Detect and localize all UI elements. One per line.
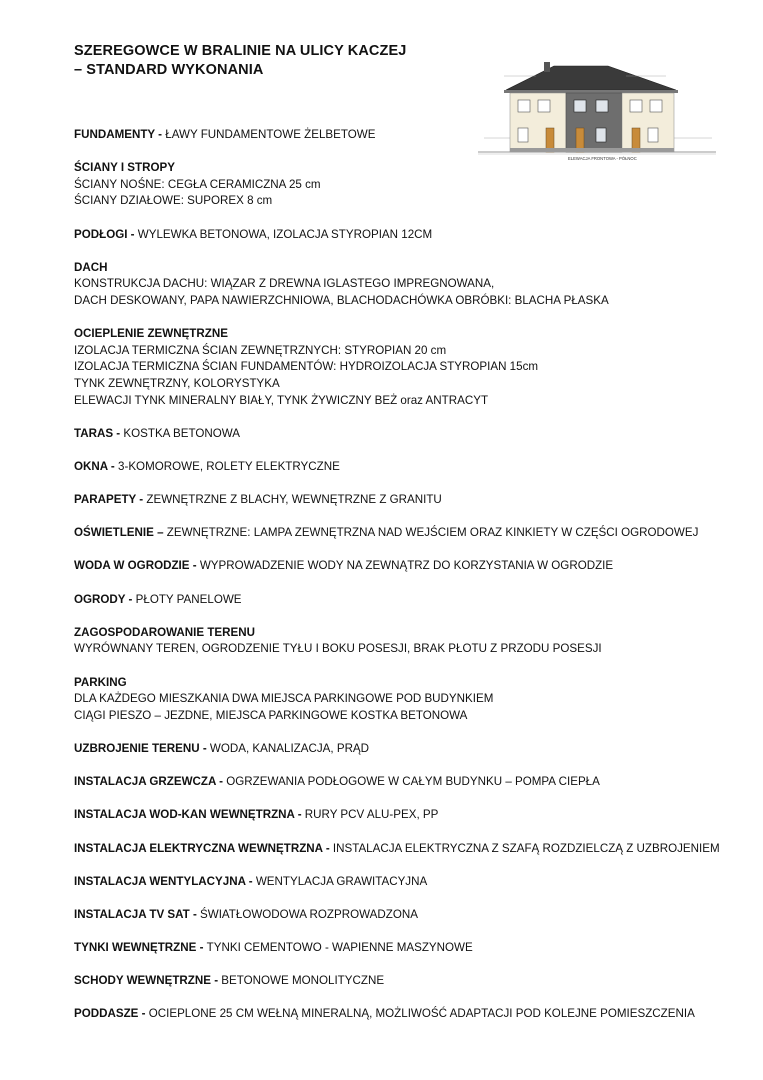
- spec-section: [74, 807, 734, 824]
- spec-line: [74, 492, 734, 509]
- section-heading: ZAGOSPODAROWANIE TERENU: [74, 625, 255, 639]
- spec-line: [74, 459, 734, 476]
- spec-label: INSTALACJA GRZEWCZA -: [74, 775, 227, 789]
- spec-value: RURY PCV ALU-PEX, PP: [304, 808, 439, 822]
- spec-line: [74, 841, 734, 858]
- spec-value: ŚWIATŁOWODOWA ROZPROWADZONA: [200, 907, 418, 921]
- section-line: CIĄGI PIESZO – JEZDNE, MIEJSCA PARKINGOWE KOSTKA BETONOWA: [74, 708, 468, 722]
- spec-line: [74, 940, 734, 957]
- spec-section: [74, 326, 734, 409]
- spec-section: [74, 1006, 734, 1023]
- spec-line: [74, 973, 734, 990]
- spec-label: OGRODY -: [74, 592, 136, 606]
- spec-value: BETONOWE MONOLITYCZNE: [221, 974, 385, 988]
- section-line: ŚCIANY NOŚNE: CEGŁA CERAMICZNA 25 cm: [74, 177, 321, 191]
- spec-label: OŚWIETLENIE –: [74, 526, 167, 540]
- spec-line: [74, 592, 734, 609]
- spec-value: WYPROWADZENIE WODY NA ZEWNĄTRZ DO KORZYSTANIA W OGRODZIE: [199, 559, 614, 573]
- section-line: KONSTRUKCJA DACHU: WIĄZAR Z DREWNA IGLASTEGO IMPREGNOWANA,: [74, 277, 495, 291]
- spec-label: OKNA -: [74, 459, 119, 473]
- spec-section: [74, 741, 734, 758]
- title-line-2: – STANDARD WYKONANIA: [74, 62, 264, 78]
- section-line: ELEWACJI TYNK MINERALNY BIAŁY, TYNK ŻYWICZNY BEŻ oraz ANTRACYT: [74, 393, 489, 407]
- spec-section: [74, 841, 734, 858]
- spec-label: TYNKI WEWNĘTRZNE -: [74, 941, 207, 955]
- spec-line: [74, 741, 734, 758]
- spec-line: [74, 558, 734, 575]
- spec-label: TARAS -: [74, 426, 124, 440]
- spec-section: [74, 127, 734, 144]
- spec-value: PŁOTY PANELOWE: [135, 592, 242, 606]
- spec-value: ŁAWY FUNDAMENTOWE ŻELBETOWE: [165, 128, 376, 141]
- spec-value: WYLEWKA BETONOWA, IZOLACJA STYROPIAN 12CM: [137, 227, 433, 241]
- spec-label: PODŁOGI -: [74, 227, 138, 241]
- spec-line: [74, 426, 734, 443]
- section-heading: DACH: [74, 260, 108, 274]
- spec-section: [74, 625, 734, 658]
- spec-section: [74, 260, 734, 310]
- spec-line: [74, 807, 734, 824]
- document-title: [74, 42, 454, 80]
- spec-section: [74, 907, 734, 924]
- spec-label: PARAPETY -: [74, 493, 147, 507]
- spec-line: [74, 907, 734, 924]
- spec-value: WODA, KANALIZACJA, PRĄD: [209, 741, 370, 755]
- spec-value: KOSTKA BETONOWA: [123, 426, 240, 440]
- spec-value: ZEWNĘTRZNE: LAMPA ZEWNĘTRZNA NAD WEJŚCIEM ORAZ KINKIETY W CZĘŚCI OGRODOWEJ: [166, 526, 699, 540]
- spec-line: [74, 1006, 734, 1023]
- section-heading: PARKING: [74, 675, 127, 689]
- spec-section: [74, 973, 734, 990]
- spec-line: [74, 774, 734, 791]
- spec-value: 3-KOMOROWE, ROLETY ELEKTRYCZNE: [118, 459, 340, 473]
- spec-label: SCHODY WEWNĘTRZNE -: [74, 974, 222, 988]
- section-line: DLA KAŻDEGO MIESZKANIA DWA MIEJSCA PARKINGOWE POD BUDYNKIEM: [74, 692, 494, 706]
- section-line: IZOLACJA TERMICZNA ŚCIAN FUNDAMENTÓW: HYDROIZOLACJA STYROPIAN 15cm: [74, 360, 539, 374]
- spec-section: [74, 675, 734, 725]
- spec-line: [74, 127, 734, 144]
- spec-value: TYNKI CEMENTOWO - WAPIENNE MASZYNOWE: [206, 941, 473, 955]
- title-line-1: SZEREGOWCE W BRALINIE NA ULICY KACZEJ: [74, 43, 407, 59]
- section-line: ŚCIANY DZIAŁOWE: SUPOREX 8 cm: [74, 194, 273, 208]
- spec-section: [74, 874, 734, 891]
- section-line: TYNK ZEWNĘTRZNY, KOLORYSTYKA: [74, 376, 280, 390]
- spec-section: [74, 592, 734, 609]
- spec-value: OGRZEWANIA PODŁOGOWE W CAŁYM BUDYNKU – POMPA CIEPŁA: [226, 775, 600, 789]
- specification-list: [74, 127, 734, 1040]
- spec-value: WENTYLACJA GRAWITACYJNA: [255, 874, 428, 888]
- spec-line: [74, 227, 734, 244]
- section-line: DACH DESKOWANY, PAPA NAWIERZCHNIOWA, BLACHODACHÓWKA OBRÓBKI: BLACHA PŁASKA: [74, 293, 609, 307]
- spec-label: INSTALACJA WOD-KAN WEWNĘTRZNA -: [74, 808, 305, 822]
- section-line: IZOLACJA TERMICZNA ŚCIAN ZEWNĘTRZNYCH: STYROPIAN 20 cm: [74, 343, 447, 357]
- section-heading: OCIEPLENIE ZEWNĘTRZNE: [74, 327, 228, 341]
- spec-label: INSTALACJA TV SAT -: [74, 907, 201, 921]
- spec-line: [74, 874, 734, 891]
- spec-section: [74, 558, 734, 575]
- spec-value: INSTALACJA ELEKTRYCZNA Z SZAFĄ ROZDZIELCZĄ Z UZBROJENIEM: [332, 841, 720, 855]
- spec-label: FUNDAMENTY -: [74, 128, 166, 141]
- spec-label: PODDASZE -: [74, 1007, 149, 1021]
- spec-section: [74, 459, 734, 476]
- spec-section: [74, 160, 734, 210]
- spec-label: WODA W OGRODZIE -: [74, 559, 200, 573]
- section-heading: ŚCIANY I STROPY: [74, 161, 175, 175]
- spec-section: [74, 492, 734, 509]
- spec-label: INSTALACJA WENTYLACYJNA -: [74, 874, 256, 888]
- drawing-caption: ELEWACJA FRONTOWA - PÓŁNOC: [568, 156, 637, 161]
- section-line: WYRÓWNANY TEREN, OGRODZENIE TYŁU I BOKU POSESJI, BRAK PŁOTU Z PRZODU POSESJI: [74, 642, 602, 656]
- spec-value: ZEWNĘTRZNE Z BLACHY, WEWNĘTRZNE Z GRANITU: [146, 493, 442, 507]
- spec-section: [74, 426, 734, 443]
- spec-value: OCIEPLONE 25 CM WEŁNĄ MINERALNĄ, MOŻLIWOŚĆ ADAPTACJI POD KOLEJNE POMIESZCZENIA: [148, 1007, 695, 1021]
- spec-section: [74, 774, 734, 791]
- spec-label: INSTALACJA ELEKTRYCZNA WEWNĘTRZNA -: [74, 841, 333, 855]
- spec-section: [74, 940, 734, 957]
- spec-line: [74, 525, 734, 542]
- spec-section: [74, 525, 734, 542]
- spec-section: [74, 227, 734, 244]
- spec-label: UZBROJENIE TERENU -: [74, 741, 210, 755]
